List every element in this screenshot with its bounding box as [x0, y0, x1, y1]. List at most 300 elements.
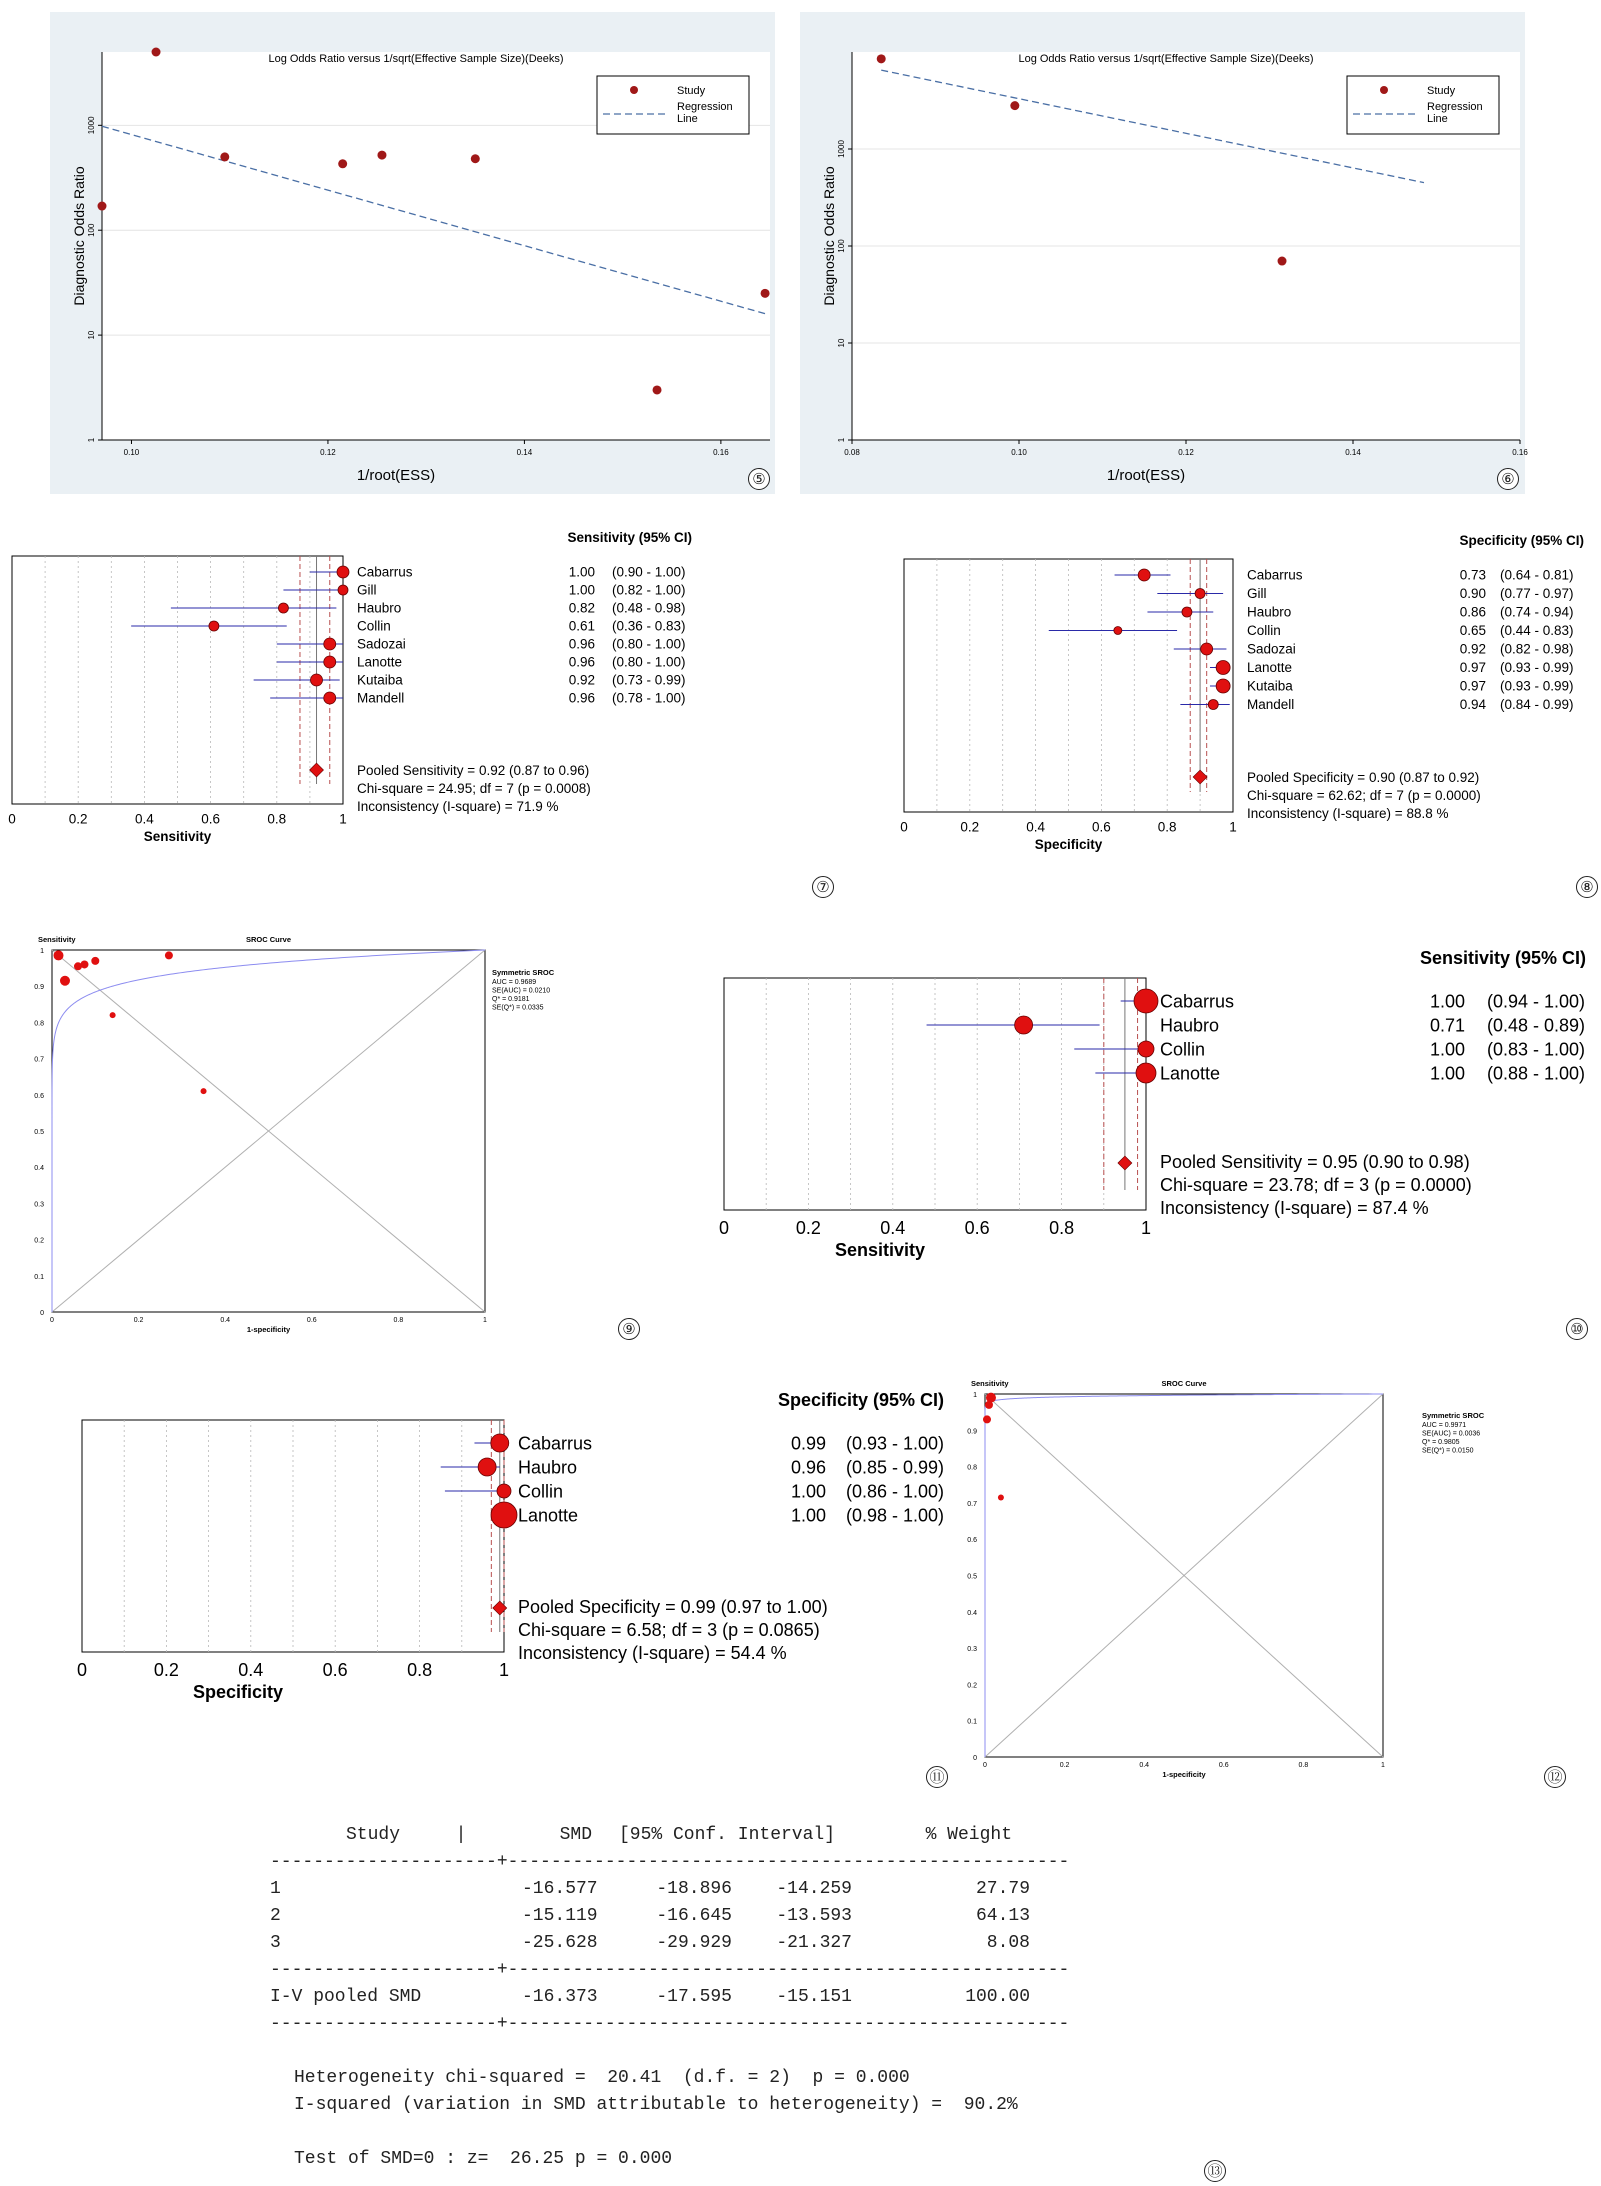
- study-point-estimate: [1136, 1063, 1156, 1083]
- forest-column-header: Specificity (95% CI): [1459, 533, 1584, 548]
- y-tick-label: 0.8: [34, 1020, 44, 1028]
- study-point-estimate: [1182, 607, 1192, 617]
- study-point: [761, 289, 770, 298]
- study-point: [653, 385, 662, 394]
- pooled-statistic: Inconsistency (I-square) = 54.4 %: [518, 1643, 787, 1663]
- row-weight: 27.79: [975, 1879, 1030, 1899]
- header-weight: % Weight: [925, 1825, 1012, 1845]
- study-point-estimate: [491, 1434, 509, 1452]
- study-name: Lanotte: [518, 1505, 579, 1526]
- x-tick-label: 1: [1229, 819, 1237, 835]
- i-squared-line: I-squared (variation in SMD attributable to heterogeneity) = 90.2%: [294, 2095, 1018, 2115]
- study-estimate: 0.97: [1459, 678, 1486, 694]
- x-tick-label: 0.2: [153, 1660, 179, 1680]
- legend-regression-label: Line: [1427, 113, 1448, 125]
- row-study: 2: [270, 1906, 281, 1926]
- study-estimate: 1.00: [1429, 1063, 1465, 1084]
- heterogeneity-line: Heterogeneity chi-squared = 20.41 (d.f. = 2) p = 0.000: [294, 2068, 910, 2088]
- x-tick-label: 0.16: [713, 448, 729, 457]
- y-tick-label: 1: [973, 1392, 977, 1399]
- legend-study-marker: [1380, 86, 1388, 94]
- study-name: Cabarrus: [518, 1433, 593, 1454]
- legend-statistic: AUC = 0.9971: [1422, 1422, 1467, 1429]
- sroc-plot-12-canvas: [967, 1370, 1601, 1790]
- sroc-plot-12: [967, 1370, 1601, 1790]
- chart-title: SROC Curve: [245, 935, 292, 944]
- study-ci: (0.84 - 0.99): [1500, 697, 1574, 713]
- forest-plot-7-canvas: [0, 530, 770, 860]
- row-smd: -25.628: [522, 1933, 598, 1953]
- study-name: Collin: [1247, 623, 1281, 639]
- x-tick-label: 0.2: [133, 1317, 144, 1324]
- x-tick-label: 0.6: [306, 1317, 317, 1324]
- panel-number-9: ⑨: [618, 1318, 640, 1340]
- row-ci-low: -16.645: [656, 1906, 732, 1926]
- row-study: 1: [270, 1879, 281, 1899]
- study-point-estimate: [338, 585, 348, 595]
- table-rule: ---------------------+----------------------------------------------------: [270, 2014, 1070, 2034]
- row-study: 3: [270, 1933, 281, 1953]
- study-point: [471, 154, 480, 163]
- y-tick-label: 10: [837, 338, 846, 348]
- y-tick-label: 0.3: [967, 1646, 977, 1654]
- study-point: [220, 152, 229, 161]
- forest-plot-11: [70, 1390, 970, 1720]
- x-tick-label: 0: [718, 1218, 730, 1238]
- x-tick-label: 0.2: [68, 811, 88, 827]
- forest-plot-10-canvas: [720, 948, 1601, 1278]
- pooled-statistic: Inconsistency (I-square) = 87.4 %: [1160, 1198, 1429, 1218]
- legend-regression-label: Regression: [1427, 101, 1483, 113]
- study-estimate: 0.65: [1459, 623, 1486, 639]
- panel-number-12: ⑫: [1544, 1766, 1566, 1788]
- sroc-plot-9: [20, 928, 660, 1348]
- y-tick-label: 1000: [837, 140, 846, 158]
- study-ci: (0.88 - 1.00): [1487, 1063, 1586, 1084]
- panel-number-10: ⑩: [1566, 1318, 1588, 1340]
- panel-number-13: ⑬: [1204, 2160, 1226, 2182]
- study-point-estimate: [278, 603, 288, 613]
- study-point-estimate: [1201, 643, 1213, 655]
- study-estimate: 0.92: [568, 672, 595, 688]
- table-pooled-row: [270, 1984, 1190, 2011]
- study-name: Cabarrus: [1247, 567, 1303, 583]
- row-ci-low: -18.896: [656, 1879, 732, 1899]
- legend-statistic: SE(Q*) = 0.0335: [492, 1004, 544, 1012]
- study-point: [377, 151, 386, 160]
- y-tick-label: 0.9: [967, 1428, 977, 1436]
- study-point: [877, 54, 886, 63]
- y-tick-label: 0.4: [34, 1165, 44, 1173]
- study-estimate: 0.99: [790, 1433, 826, 1454]
- x-tick-label: 0.6: [1092, 819, 1111, 835]
- table-row: [270, 1903, 1190, 1930]
- study-point: [986, 1393, 996, 1403]
- study-ci: (0.36 - 0.83): [612, 618, 686, 634]
- y-tick-label: 0.2: [967, 1682, 977, 1690]
- forest-plot-10: [720, 948, 1601, 1278]
- study-estimate: 0.73: [1459, 567, 1486, 583]
- legend-study-marker: [630, 86, 638, 94]
- study-ci: (0.78 - 1.00): [612, 690, 686, 706]
- study-estimate: 0.96: [790, 1457, 826, 1478]
- table-rule: ---------------------+----------------------------------------------------: [270, 1960, 1070, 1980]
- pooled-ci-low: -17.595: [656, 1987, 732, 2007]
- x-tick-label: 1: [1381, 1762, 1385, 1769]
- x-tick-label: 0.6: [201, 811, 220, 827]
- study-name: Haubro: [1247, 604, 1292, 620]
- study-point-estimate: [1208, 700, 1218, 710]
- forest-plot-8: [890, 535, 1601, 865]
- table-header: [270, 1822, 1190, 1849]
- study-ci: (0.82 - 0.98): [1500, 641, 1574, 657]
- study-name: Lanotte: [1160, 1063, 1221, 1084]
- legend-statistic: Q* = 0.9181: [492, 996, 530, 1003]
- x-tick-label: 1: [498, 1660, 510, 1680]
- study-ci: (0.98 - 1.00): [846, 1505, 945, 1526]
- study-estimate: 0.86: [1459, 604, 1486, 620]
- study-point-estimate: [491, 1502, 517, 1528]
- study-point: [983, 1415, 991, 1423]
- legend-title: Symmetric SROC: [492, 968, 555, 977]
- study-estimate: 0.96: [568, 636, 595, 652]
- study-name: Collin: [518, 1481, 564, 1502]
- y-tick-label: 1: [40, 948, 44, 955]
- row-smd: -15.119: [522, 1906, 598, 1926]
- x-tick-label: 0.10: [1011, 448, 1027, 457]
- table-row: [270, 1876, 1190, 1903]
- smd-results-table: [270, 1822, 1190, 2173]
- forest-column-header: Sensitivity (95% CI): [567, 530, 692, 545]
- study-estimate: 0.90: [1459, 586, 1486, 602]
- study-point: [165, 951, 173, 959]
- study-point: [985, 1401, 993, 1409]
- study-point-estimate: [1015, 1016, 1033, 1034]
- study-estimate: 0.61: [568, 618, 595, 634]
- study-name: Haubro: [518, 1457, 578, 1478]
- study-name: Kutaiba: [357, 672, 403, 688]
- legend-regression-label: Line: [677, 113, 698, 125]
- x-tick-label: 0.4: [238, 1660, 264, 1680]
- y-tick-label: 100: [837, 239, 846, 253]
- study-estimate: 0.96: [568, 654, 595, 670]
- legend-study-label: Study: [677, 85, 706, 97]
- study-ci: (0.80 - 1.00): [612, 636, 686, 652]
- pooled-statistic: Chi-square = 62.62; df = 7 (p = 0.0000): [1247, 788, 1481, 803]
- study-ci: (0.90 - 1.00): [612, 564, 686, 580]
- panel-number-7: ⑦: [812, 876, 834, 898]
- x-tick-label: 0.14: [1345, 448, 1361, 457]
- chart-title: Log Odds Ratio versus 1/sqrt(Effective Sample Size)(Deeks): [1018, 53, 1314, 65]
- x-axis-label: 1/root(ESS): [356, 467, 436, 484]
- y-tick-label: 0.3: [34, 1201, 44, 1209]
- study-point-estimate: [1134, 989, 1158, 1013]
- pooled-statistic: Pooled Sensitivity = 0.92 (0.87 to 0.96): [357, 763, 590, 778]
- row-ci-low: -29.929: [656, 1933, 732, 1953]
- legend-statistic: SE(Q*) = 0.0150: [1422, 1447, 1474, 1455]
- pooled-label: I-V pooled SMD: [270, 1987, 422, 2007]
- study-name: Sadozai: [357, 636, 406, 652]
- header-smd: SMD: [559, 1825, 592, 1845]
- study-estimate: 0.97: [1459, 660, 1486, 676]
- study-ci: (0.93 - 0.99): [1500, 660, 1574, 676]
- x-tick-label: 0.10: [123, 448, 140, 457]
- study-ci: (0.73 - 0.99): [612, 672, 686, 688]
- x-tick-label: 0: [50, 1317, 54, 1324]
- y-tick-label: 1: [87, 437, 96, 443]
- x-axis-label: Specificity: [192, 1682, 284, 1702]
- study-point-estimate: [324, 638, 336, 650]
- study-point: [998, 1494, 1004, 1500]
- table-row: [270, 1930, 1190, 1957]
- y-tick-label: 1: [837, 437, 846, 443]
- y-tick-label: 0.7: [967, 1500, 977, 1508]
- x-tick-label: 0.2: [1059, 1762, 1070, 1769]
- chart-title: Log Odds Ratio versus 1/sqrt(Effective Sample Size)(Deeks): [268, 53, 564, 65]
- study-point-estimate: [311, 674, 323, 686]
- study-estimate: 1.00: [790, 1481, 826, 1502]
- x-tick-label: 0.2: [795, 1218, 821, 1238]
- study-point: [152, 48, 161, 57]
- x-tick-label: 0.08: [844, 448, 860, 457]
- x-tick-label: 0: [900, 819, 908, 835]
- pooled-statistic: Pooled Specificity = 0.99 (0.97 to 1.00): [518, 1597, 828, 1617]
- study-ci: (0.48 - 0.98): [612, 600, 686, 616]
- x-tick-label: 0.4: [1139, 1762, 1150, 1769]
- row-ci-high: -14.259: [776, 1879, 852, 1899]
- x-tick-label: 0.2: [960, 819, 980, 835]
- study-point-estimate: [324, 656, 336, 668]
- study-name: Sadozai: [1247, 641, 1296, 657]
- study-estimate: 1.00: [568, 564, 595, 580]
- pooled-statistic: Inconsistency (I-square) = 88.8 %: [1247, 806, 1449, 821]
- study-point-estimate: [1138, 569, 1150, 581]
- y-axis-label: Sensitivity: [38, 935, 76, 944]
- study-point-estimate: [478, 1458, 496, 1476]
- study-name: Lanotte: [1247, 660, 1293, 676]
- study-point: [338, 159, 347, 168]
- legend-statistic: SE(AUC) = 0.0036: [1422, 1430, 1481, 1438]
- study-ci: (0.77 - 0.97): [1500, 586, 1574, 602]
- legend-statistic: AUC = 0.9689: [492, 979, 537, 986]
- study-point-estimate: [497, 1484, 511, 1498]
- x-tick-label: 0.4: [880, 1218, 906, 1238]
- panel-number-6: ⑥: [1497, 468, 1519, 490]
- row-weight: 8.08: [986, 1933, 1030, 1953]
- study-point-estimate: [1216, 661, 1230, 675]
- study-ci: (0.44 - 0.83): [1500, 623, 1574, 639]
- x-tick-label: 0.6: [964, 1218, 990, 1238]
- study-point-estimate: [1114, 627, 1122, 635]
- y-tick-label: 0.5: [967, 1573, 977, 1581]
- x-tick-label: 1: [339, 811, 347, 827]
- y-tick-label: 0.4: [967, 1609, 977, 1617]
- forest-plot-11-canvas: [70, 1390, 970, 1720]
- study-point: [1278, 257, 1287, 266]
- study-ci: (0.85 - 0.99): [846, 1457, 945, 1478]
- x-tick-label: 0.8: [1049, 1218, 1075, 1238]
- study-ci: (0.64 - 0.81): [1500, 567, 1574, 583]
- study-point: [80, 960, 88, 968]
- pooled-statistic: Chi-square = 23.78; df = 3 (p = 0.0000): [1160, 1175, 1472, 1195]
- table-rule: ---------------------+----------------------------------------------------: [270, 1852, 1070, 1872]
- x-tick-label: 0.4: [220, 1317, 231, 1324]
- y-tick-label: 0: [40, 1310, 44, 1317]
- chart-title: SROC Curve: [1161, 1379, 1207, 1388]
- study-name: Lanotte: [357, 654, 403, 670]
- study-ci: (0.93 - 0.99): [1500, 678, 1574, 694]
- study-ci: (0.48 - 0.89): [1487, 1015, 1586, 1036]
- x-tick-label: 0.12: [320, 448, 336, 457]
- study-name: Cabarrus: [1160, 991, 1235, 1012]
- study-ci: (0.94 - 1.00): [1487, 991, 1586, 1012]
- deeks-plot-6: [800, 12, 1528, 494]
- x-tick-label: 0.14: [516, 448, 533, 457]
- pooled-statistic: Chi-square = 6.58; df = 3 (p = 0.0865): [518, 1620, 820, 1640]
- forest-plot-8-canvas: [890, 535, 1601, 865]
- deeks-plot-6-canvas: [800, 12, 1528, 494]
- x-tick-label: 0.6: [322, 1660, 348, 1680]
- x-tick-label: 0.8: [1298, 1762, 1309, 1769]
- x-axis-label: Sensitivity: [143, 829, 212, 844]
- study-name: Collin: [1160, 1039, 1206, 1060]
- study-point: [91, 957, 99, 965]
- panel-number-11: ⑪: [926, 1766, 948, 1788]
- y-tick-label: 0.6: [967, 1537, 977, 1545]
- x-tick-label: 0.8: [267, 811, 287, 827]
- x-tick-label: 0.8: [407, 1660, 433, 1680]
- study-estimate: 0.94: [1459, 697, 1486, 713]
- x-tick-label: 0.16: [1512, 448, 1528, 457]
- pooled-statistic: Chi-square = 24.95; df = 7 (p = 0.0008): [357, 781, 591, 796]
- y-tick-label: 0.9: [34, 984, 44, 992]
- legend-statistic: SE(AUC) = 0.0210: [492, 987, 551, 995]
- study-point-estimate: [324, 692, 336, 704]
- study-name: Gill: [357, 582, 377, 598]
- y-tick-label: 100: [87, 223, 96, 237]
- legend-statistic: Q* = 0.9805: [1422, 1439, 1460, 1446]
- forest-column-header: Specificity (95% CI): [777, 1390, 944, 1410]
- x-tick-label: 0.4: [135, 811, 154, 827]
- study-point-estimate: [1138, 1041, 1154, 1057]
- header-study: Study: [345, 1825, 400, 1845]
- y-axis-label: Diagnostic Odds Ratio: [821, 166, 837, 306]
- study-estimate: 1.00: [790, 1505, 826, 1526]
- x-axis-label: 1/root(ESS): [1106, 467, 1186, 484]
- legend-study-label: Study: [1427, 85, 1456, 97]
- y-tick-label: 0.1: [34, 1273, 44, 1281]
- x-tick-label: 0: [76, 1660, 88, 1680]
- study-ci: (0.83 - 1.00): [1487, 1039, 1586, 1060]
- row-smd: -16.577: [522, 1879, 598, 1899]
- y-tick-label: 0.2: [34, 1237, 44, 1245]
- smd-test-line: Test of SMD=0 : z= 26.25 p = 0.000: [294, 2149, 673, 2169]
- x-axis-label: 1-specificity: [1162, 1770, 1206, 1779]
- x-axis-label: 1-specificity: [246, 1325, 291, 1334]
- y-tick-label: 1000: [87, 116, 96, 135]
- study-name: Cabarrus: [357, 564, 413, 580]
- row-ci-high: -13.593: [776, 1906, 852, 1926]
- study-point: [201, 1088, 207, 1094]
- x-tick-label: 0: [983, 1762, 987, 1769]
- y-tick-label: 0.5: [34, 1129, 44, 1136]
- x-tick-label: 0.12: [1178, 448, 1194, 457]
- pooled-statistic: Pooled Specificity = 0.90 (0.87 to 0.92): [1247, 770, 1480, 785]
- panel-number-5: ⑤: [748, 468, 770, 490]
- x-axis-label: Sensitivity: [834, 1240, 926, 1260]
- x-tick-label: 1: [483, 1317, 487, 1324]
- study-estimate: 0.82: [568, 600, 595, 616]
- study-estimate: 1.00: [1429, 1039, 1465, 1060]
- pooled-statistic: Pooled Sensitivity = 0.95 (0.90 to 0.98): [1160, 1152, 1470, 1172]
- x-tick-label: 0: [8, 811, 16, 827]
- y-axis-label: Diagnostic Odds Ratio: [71, 166, 87, 306]
- y-tick-label: 10: [87, 330, 96, 340]
- pooled-weight: 100.00: [965, 1987, 1030, 2007]
- study-ci: (0.93 - 1.00): [846, 1433, 945, 1454]
- x-tick-label: 0.8: [393, 1317, 404, 1324]
- study-ci: (0.74 - 0.94): [1500, 604, 1574, 620]
- study-ci: (0.80 - 1.00): [612, 654, 686, 670]
- study-estimate: 0.96: [568, 690, 595, 706]
- study-point-estimate: [209, 621, 219, 631]
- sroc-plot-9-canvas: [20, 928, 660, 1348]
- y-tick-label: 0.1: [967, 1718, 977, 1726]
- deeks-plot-5: [50, 12, 775, 494]
- y-tick-label: 0.7: [34, 1056, 44, 1064]
- study-point: [60, 976, 70, 986]
- row-weight: 64.13: [975, 1906, 1030, 1926]
- study-name: Haubro: [1160, 1015, 1220, 1036]
- legend-regression-label: Regression: [677, 101, 733, 113]
- study-point: [98, 202, 107, 211]
- study-name: Collin: [357, 618, 391, 634]
- study-name: Kutaiba: [1247, 678, 1293, 694]
- study-point: [1010, 101, 1019, 110]
- study-estimate: 0.71: [1429, 1015, 1465, 1036]
- study-point-estimate: [1195, 589, 1205, 599]
- header-ci: [95% Conf. Interval]: [618, 1825, 836, 1845]
- study-ci: (0.86 - 1.00): [846, 1481, 945, 1502]
- legend-title: Symmetric SROC: [1422, 1411, 1485, 1420]
- y-tick-label: 0.6: [34, 1092, 44, 1100]
- x-tick-label: 1: [1140, 1218, 1152, 1238]
- study-name: Mandell: [1247, 697, 1295, 713]
- deeks-plot-5-canvas: [50, 12, 775, 494]
- y-axis-label: Sensitivity: [971, 1379, 1009, 1388]
- study-estimate: 1.00: [1429, 991, 1465, 1012]
- study-point-estimate: [337, 566, 349, 578]
- forest-column-header: Sensitivity (95% CI): [1419, 948, 1586, 968]
- pooled-statistic: Inconsistency (I-square) = 71.9 %: [357, 799, 559, 814]
- study-estimate: 1.00: [568, 582, 595, 598]
- y-tick-label: 0.8: [967, 1464, 977, 1472]
- x-tick-label: 0.6: [1218, 1762, 1229, 1769]
- x-tick-label: 0.8: [1157, 819, 1177, 835]
- study-point: [53, 950, 63, 960]
- forest-plot-7: [0, 530, 770, 860]
- panel-number-8: ⑧: [1576, 876, 1598, 898]
- row-ci-high: -21.327: [776, 1933, 852, 1953]
- header-sep: |: [455, 1825, 467, 1845]
- x-tick-label: 0.4: [1026, 819, 1045, 835]
- y-tick-label: 0: [973, 1755, 977, 1762]
- study-name: Mandell: [357, 690, 405, 706]
- pooled-smd: -16.373: [522, 1987, 598, 2007]
- study-name: Haubro: [357, 600, 402, 616]
- x-axis-label: Specificity: [1034, 837, 1103, 852]
- study-point: [110, 1012, 116, 1018]
